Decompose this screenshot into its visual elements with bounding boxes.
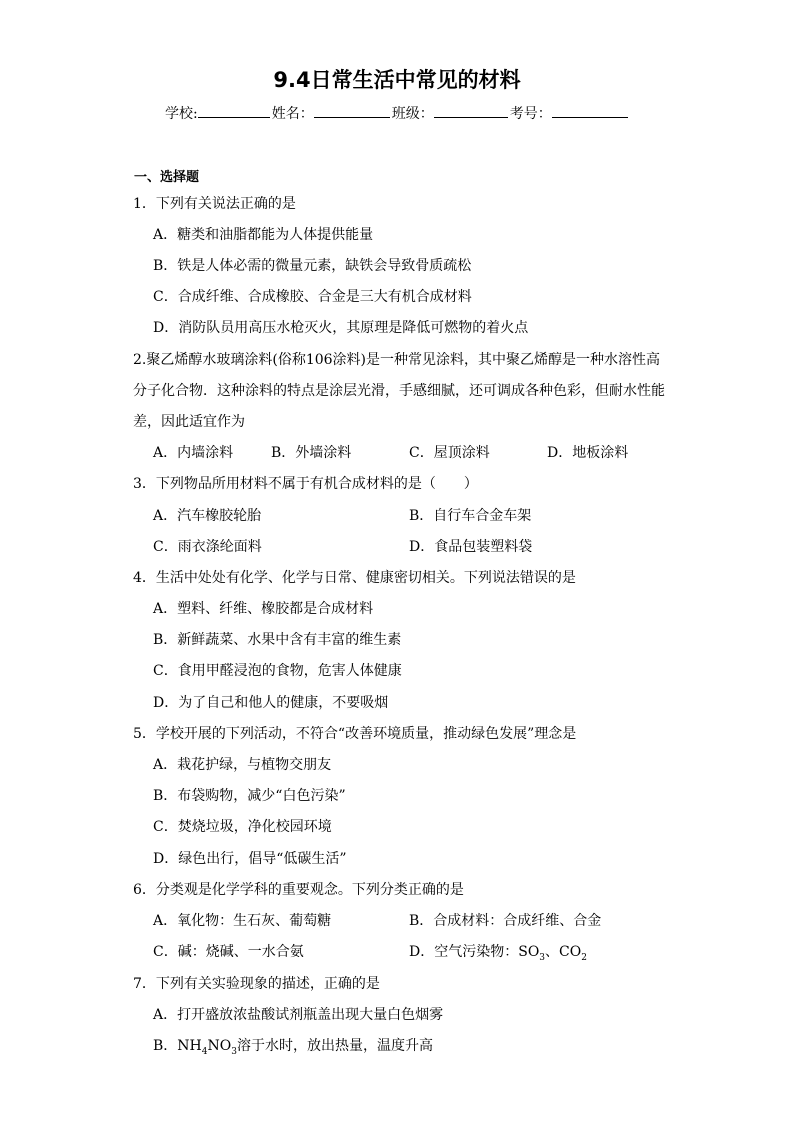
class-blank[interactable]	[434, 103, 508, 118]
school-blank[interactable]	[198, 103, 270, 118]
number-label: 考号：	[509, 106, 552, 122]
question-1-option-c: C．合成纤维、合成橡胶、合金是三大有机合成材料	[153, 289, 472, 305]
question-6-option-b: B．合成材料：合成纤维、合金	[409, 913, 602, 929]
question-6-options-row-1	[153, 910, 753, 930]
page-title: 9.4日常生活中常见的材料	[273, 68, 521, 92]
question-6-option-a: A．氧化物：生石灰、葡萄糖	[153, 913, 332, 929]
question-5-option-b: B．布袋购物，减少“白色污染”	[153, 788, 346, 804]
section-heading: 一、选择题	[134, 170, 200, 185]
question-1-option-a: A．糖类和油脂都能为人体提供能量	[153, 227, 374, 243]
question-7-option-a: A．打开盛放浓盐酸试剂瓶盖出现大量白色烟雾	[153, 1007, 444, 1023]
question-3-option-b: B．自行车合金车架	[409, 508, 532, 524]
question-6-option-d-prefix: D．空气污染物：SO	[409, 944, 540, 960]
question-6-option-d	[409, 941, 587, 963]
class-label: 班级：	[391, 106, 434, 122]
question-1-option-d: D．消防队员用高压水枪灭火，其原理是降低可燃物的着火点	[153, 320, 529, 336]
question-2-stem-line-2: 分子化合物．这种涂料的特点是涂层光滑，手感细腻，还可调成各种色彩，但耐水性能	[133, 383, 665, 399]
question-2-option-d: D．地板涂料	[547, 445, 629, 461]
question-1-option-b: B．铁是人体必需的微量元素，缺铁会导致骨质疏松	[153, 258, 472, 274]
question-7-option-b	[153, 1035, 433, 1057]
subscript: 4	[201, 1046, 208, 1057]
question-5-stem: 5．学校开展的下列活动，不符合“改善环境质量，推动绿色发展”理念是	[133, 726, 577, 742]
question-3-stem: 3．下列物品所用材料不属于有机合成材料的是（ ）	[133, 476, 478, 492]
question-2-option-c: C．屋顶涂料	[409, 445, 490, 461]
subscript: 3	[231, 1046, 237, 1057]
question-2-option-a: A．内墙涂料	[153, 445, 234, 461]
question-6-option-d-mid: 、CO	[545, 944, 582, 960]
question-5-option-c: C．焚烧垃圾，净化校园环境	[153, 819, 332, 835]
question-7-stem: 7．下列有关实验现象的描述，正确的是	[133, 976, 380, 992]
question-2-option-b: B．外墙涂料	[271, 445, 352, 461]
subscript: 2	[581, 952, 587, 963]
student-info-line	[165, 103, 630, 123]
question-7-option-b-prefix: B．NH	[153, 1038, 202, 1054]
question-5-option-a: A．栽花护绿，与植物交朋友	[153, 757, 332, 773]
question-3-option-c: C．雨衣涤纶面料	[153, 539, 262, 555]
question-3-options-row-2	[153, 536, 753, 556]
name-blank[interactable]	[314, 103, 390, 118]
question-6-stem: 6．分类观是化学学科的重要观念。下列分类正确的是	[133, 882, 464, 898]
question-3-option-d: D．食品包装塑料袋	[409, 539, 533, 555]
number-blank[interactable]	[552, 103, 628, 118]
question-2-stem-line-1: 2.聚乙烯醇水玻璃涂料(俗称106涂料)是一种常见涂料，其中聚乙烯醇是一种水溶性高	[133, 352, 661, 368]
question-4-option-a: A．塑料、纤维、橡胶都是合成材料	[153, 601, 374, 617]
question-5-option-d: D．绿色出行，倡导“低碳生活”	[153, 851, 347, 867]
question-3-option-a: A．汽车橡胶轮胎	[153, 508, 262, 524]
question-4-stem: 4．生活中处处有化学、化学与日常、健康密切相关。下列说法错误的是	[133, 570, 576, 586]
question-7-option-b-mid: NO	[207, 1038, 232, 1054]
question-1-stem: 1．下列有关说法正确的是	[133, 196, 296, 212]
question-2-options	[153, 442, 753, 462]
question-7-option-b-suffix: 溶于水时，放出热量，温度升高	[236, 1038, 433, 1054]
subscript: 3	[539, 952, 546, 963]
question-6-options-row-2	[153, 941, 753, 961]
question-4-option-b: B．新鲜蔬菜、水果中含有丰富的维生素	[153, 632, 402, 648]
question-6-option-c: C．碱：烧碱、一水合氨	[153, 944, 304, 960]
question-3-options-row-1	[153, 505, 753, 525]
question-4-option-c: C．食用甲醛浸泡的食物，危害人体健康	[153, 663, 402, 679]
question-2-stem-line-3: 差，因此适宜作为	[133, 414, 245, 430]
question-4-option-d: D．为了自己和他人的健康，不要吸烟	[153, 695, 389, 711]
school-label: 学校:	[165, 106, 198, 122]
name-label: 姓名：	[271, 106, 314, 122]
